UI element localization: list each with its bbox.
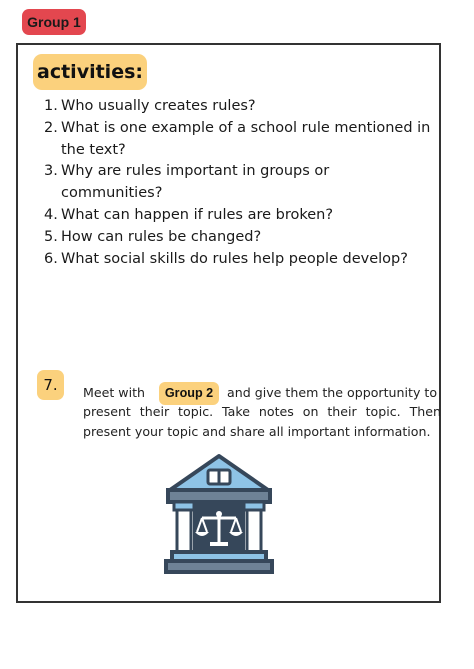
task-7-number-badge bbox=[37, 370, 64, 400]
question-text: What can happen if rules are broken? bbox=[61, 206, 334, 223]
task-7-text-after: and give them the opportunity to bbox=[227, 385, 438, 400]
question-number: 1. bbox=[44, 98, 58, 114]
courthouse-icon bbox=[164, 452, 274, 580]
question-number: 2. bbox=[44, 119, 58, 136]
question-list bbox=[44, 96, 434, 270]
question-number: 3. bbox=[44, 163, 58, 180]
question-item bbox=[44, 118, 434, 162]
question-text: How can rules be changed? bbox=[61, 228, 262, 245]
question-item bbox=[44, 249, 434, 271]
activities-heading bbox=[33, 54, 147, 90]
question-item bbox=[44, 227, 434, 249]
question-number: 4. bbox=[44, 206, 58, 223]
task-7-text-before: Meet with bbox=[83, 385, 146, 400]
group-2-label: Group 2 bbox=[164, 386, 214, 400]
question-text: Why are rules important in groups or communities? bbox=[61, 163, 330, 202]
question-number: 6. bbox=[44, 250, 58, 267]
task-7-instructions bbox=[83, 381, 441, 442]
group-1-label: Group 1 bbox=[27, 14, 81, 30]
question-text: What is one example of a school rule mentioned in the text? bbox=[61, 119, 431, 158]
question-item bbox=[44, 96, 434, 118]
task-7-text-rest: present their topic. Take notes on their topic. Then present your topic and share all important information. bbox=[83, 404, 441, 439]
question-item bbox=[44, 205, 434, 227]
question-text: What social skills do rules help people develop? bbox=[61, 250, 408, 267]
task-7-number: 7. bbox=[43, 376, 58, 394]
activities-title: activities: bbox=[37, 61, 143, 83]
question-text: Who usually creates rules? bbox=[61, 98, 256, 114]
question-item bbox=[44, 161, 434, 205]
group-1-badge bbox=[22, 9, 86, 35]
question-number: 5. bbox=[44, 228, 58, 245]
